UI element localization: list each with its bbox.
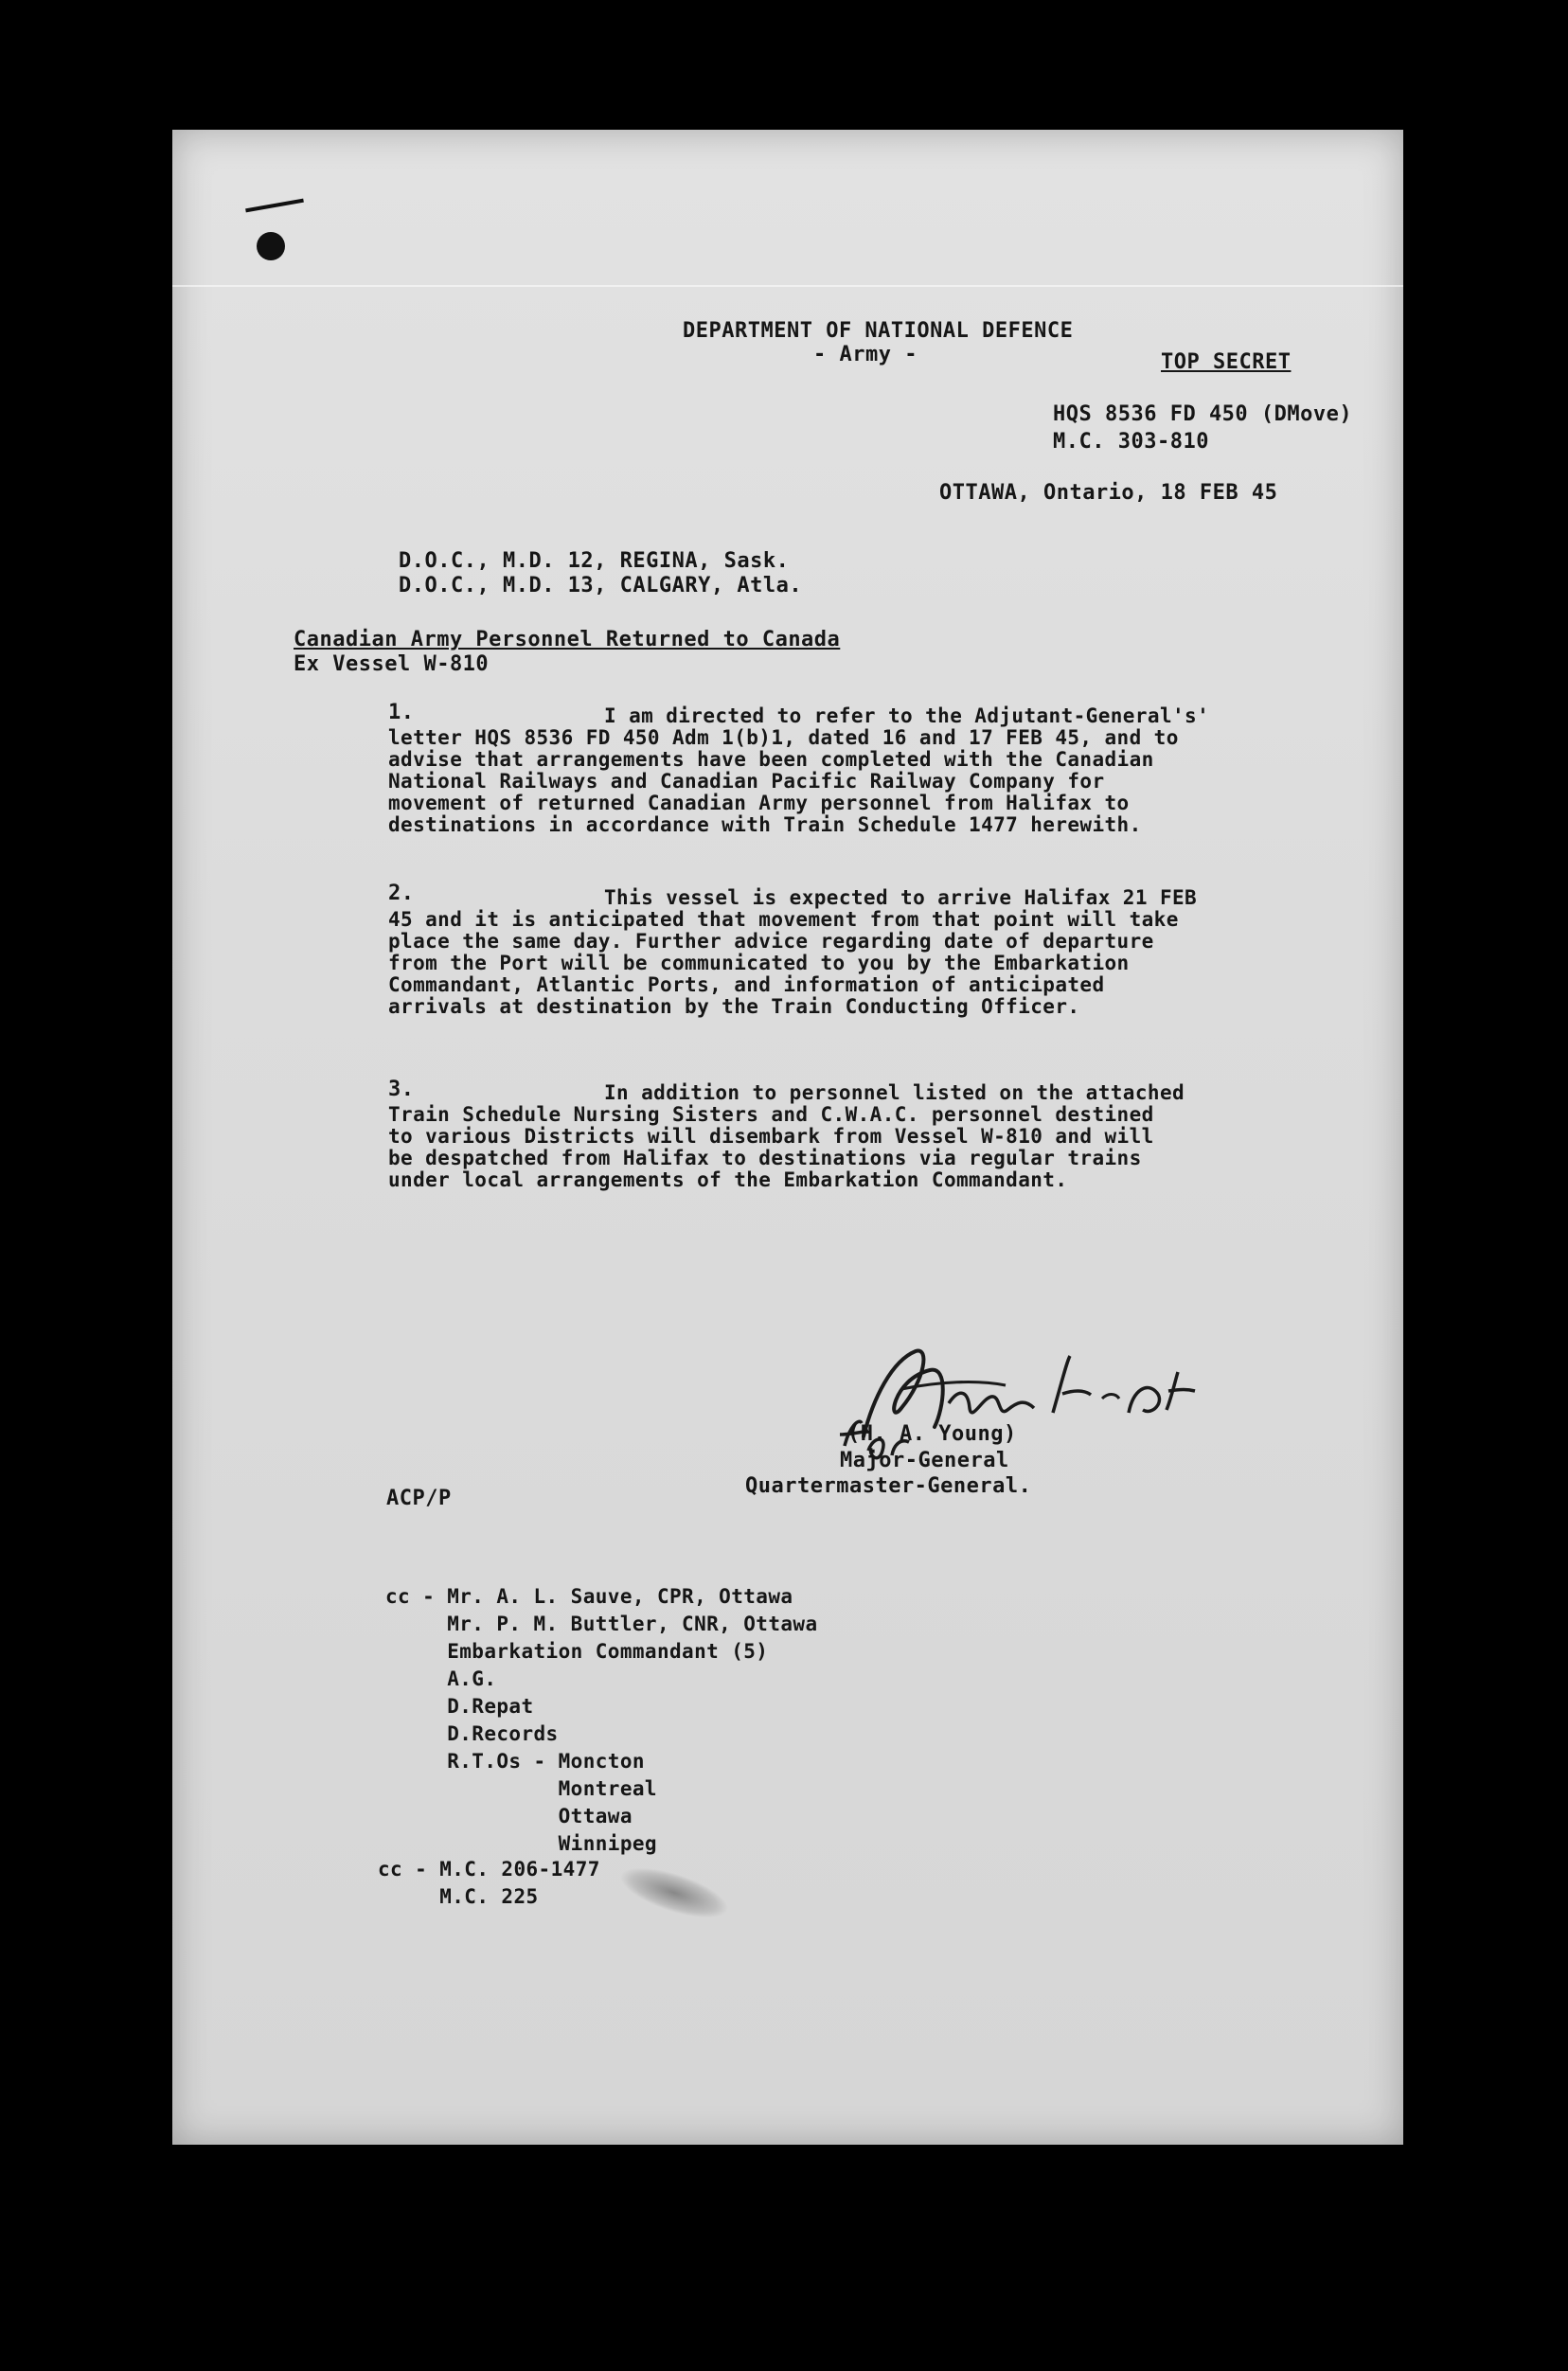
paragraph-line: National Railways and Canadian Pacific Railway Company for <box>388 770 1105 793</box>
addressee: D.O.C., M.D. 13, CALGARY, Atla. <box>399 574 803 597</box>
paragraph-line: be despatched from Halifax to destinations via regular trains <box>388 1147 1142 1169</box>
cc-entry: Ottawa <box>385 1805 633 1827</box>
paragraph-number: 3. <box>388 1078 415 1101</box>
file-reference: HQS 8536 FD 450 (DMove) <box>1053 402 1353 426</box>
paragraph-line: movement of returned Canadian Army personnel from Halifax to <box>388 792 1130 814</box>
file-reference-2: M.C. 303-810 <box>1053 430 1209 454</box>
paragraph-line: from the Port will be communicated to you by the Embarkation <box>388 952 1130 974</box>
cc-reference: cc - M.C. 206-1477 <box>378 1858 600 1881</box>
cc-entry: D.Records <box>385 1722 559 1745</box>
cc-references <box>378 1856 600 1911</box>
signatory-name: (H. A. Young) <box>847 1422 1017 1446</box>
paragraph-number: 2. <box>388 882 415 905</box>
paragraph-line: under local arrangements of the Embarkation Commandant. <box>388 1168 1068 1191</box>
cc-entry: A.G. <box>385 1667 497 1690</box>
cc-entry: Montreal <box>385 1777 657 1800</box>
cc-list <box>385 1583 818 1858</box>
cc-entry: R.T.Os - Moncton <box>385 1750 645 1773</box>
document-page <box>172 130 1403 2145</box>
paragraph-3 <box>388 1082 1185 1191</box>
cc-entry: Mr. P. M. Buttler, CNR, Ottawa <box>385 1613 818 1635</box>
paragraph-line: to various Districts will disembark from Vessel W-810 and will <box>388 1125 1154 1148</box>
paragraph-line: arrivals at destination by the Train Conducting Officer. <box>388 995 1080 1018</box>
typist-initials: ACP/P <box>386 1487 452 1510</box>
place-date: OTTAWA, Ontario, 18 FEB 45 <box>939 481 1278 505</box>
cc-entry: D.Repat <box>385 1695 534 1718</box>
paragraph-line: Train Schedule Nursing Sisters and C.W.A.C. personnel destined <box>388 1103 1154 1126</box>
ink-smudge <box>615 1857 734 1928</box>
paragraph-line: letter HQS 8536 FD 450 Adm 1(b)1, dated 16 and 17 FEB 45, and to <box>388 726 1179 749</box>
paragraph-line: In addition to personnel listed on the attached <box>604 1081 1185 1104</box>
addressee: D.O.C., M.D. 12, REGINA, Sask. <box>399 549 790 573</box>
cc-entry: cc - Mr. A. L. Sauve, CPR, Ottawa <box>385 1585 793 1608</box>
paragraph-1 <box>388 705 1209 836</box>
paragraph-number: 1. <box>388 701 415 724</box>
paragraph-line: place the same day. Further advice regarding date of departure <box>388 930 1154 953</box>
cc-reference: M.C. 225 <box>378 1885 539 1908</box>
paragraph-line: destinations in accordance with Train Schedule 1477 herewith. <box>388 813 1142 836</box>
punch-mark-line <box>245 199 304 213</box>
paragraph-line: 45 and it is anticipated that movement from that point will take <box>388 908 1179 931</box>
signatory-rank: Major-General <box>840 1449 1009 1472</box>
cc-entry: Embarkation Commandant (5) <box>385 1640 769 1663</box>
department-heading: DEPARTMENT OF NATIONAL DEFENCE <box>683 319 1074 343</box>
subject-line-2: Ex Vessel W-810 <box>294 652 490 676</box>
page-fold-line <box>172 285 1403 287</box>
cc-entry: Winnipeg <box>385 1832 657 1855</box>
paragraph-line: advise that arrangements have been completed with the Canadian <box>388 748 1154 771</box>
paragraph-2 <box>388 887 1197 1018</box>
subject-line: Canadian Army Personnel Returned to Canada <box>294 628 841 651</box>
paragraph-line: Commandant, Atlantic Ports, and information of anticipated <box>388 973 1105 996</box>
branch-heading: - Army - <box>813 343 918 366</box>
punch-hole-icon <box>257 232 285 260</box>
paragraph-line: This vessel is expected to arrive Halifax 21 FEB <box>604 886 1198 909</box>
signatory-title: Quartermaster-General. <box>745 1474 1032 1498</box>
paragraph-line: I am directed to refer to the Adjutant-General's' <box>604 704 1210 727</box>
classification-label: TOP SECRET <box>1161 350 1292 374</box>
